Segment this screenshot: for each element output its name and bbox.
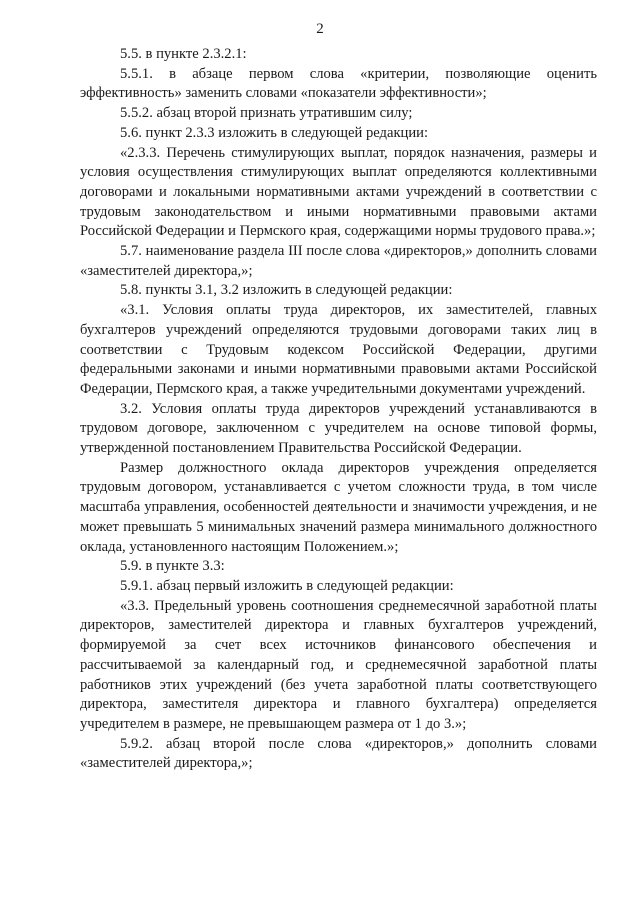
paragraph-3-3: «3.3. Предельный уровень соотношения среднемесячной заработной платы директоров, заместителей директора и главных бухгалтеров учреждений, формируемой за счет всех источников финансового обеспечения и рассчитываемой за календарный год, и среднемесячной заработной платы работников этих учреждений (без учета заработной платы соответствующего директора, заместителя директора и главного бухгалтера) определяется учредителем в размере, не превышающем размера от 1 до 3.»;: [80, 597, 597, 732]
paragraph-5-9: 5.9. в пункте 3.3:: [120, 558, 225, 575]
paragraph-salary-size: Размер должностного оклада директоров учреждения определяется трудовым договором, устанавливается с учетом сложности труда, в том числе масштаба управления, особенностей деятельности и значимости учреждения, и не может превышать 5 минимальных значений размера минимального должностного оклада, установленного настоящим Положением.»;: [80, 459, 597, 555]
paragraph-5-5-2: 5.5.2. абзац второй признать утратившим силу;: [120, 105, 413, 122]
document-body: [80, 45, 597, 774]
paragraph-3-2: 3.2. Условия оплаты труда директоров учреждений устанавливаются в трудовом договоре, заключенном с учредителем на основе типовой формы, утвержденной постановлением Правительства Российской Федерации.: [80, 400, 597, 457]
page-number: 2: [316, 21, 324, 37]
paragraph-5-7: 5.7. наименование раздела III после слова «директоров,» дополнить словами «заместителей директора,»;: [80, 243, 597, 279]
paragraph-5-9-1: 5.9.1. абзац первый изложить в следующей редакции:: [120, 577, 454, 594]
paragraph-5-5: 5.5. в пункте 2.3.2.1:: [120, 46, 247, 62]
paragraph-5-9-2: 5.9.2. абзац второй после слова «директоров,» дополнить словами «заместителей директора,»;: [80, 735, 597, 772]
paragraph-5-6: 5.6. пункт 2.3.3 изложить в следующей редакции:: [120, 124, 429, 141]
paragraph-5-8: 5.8. пункты 3.1, 3.2 изложить в следующей редакции:: [120, 282, 453, 299]
paragraph-3-1: «3.1. Условия оплаты труда директоров, их заместителей, главных бухгалтеров учреждений определяются трудовыми договорами таких лиц в соответствии с Трудовым кодексом Российской Федерации, другими федеральными законами и иными нормативными правовыми актами Российской Федерации, Пермского края, а также учредительными документами учреждений.: [80, 302, 597, 397]
paragraph-5-5-1: 5.5.1. в абзаце первом слова «критерии, позволяющие оценить эффективность» заменить словами «показатели эффективности»;: [80, 65, 597, 102]
paragraph-2-3-3: «2.3.3. Перечень стимулирующих выплат, порядок назначения, размеры и условия осуществления стимулирующих выплат определяются коллективными договорами и локальными нормативными актами учреждений в соответствии с трудовым законодательством и иными нормативными правовыми актами Российской Федерации и Пермского края, содержащими нормы трудового права.»;: [80, 144, 597, 240]
